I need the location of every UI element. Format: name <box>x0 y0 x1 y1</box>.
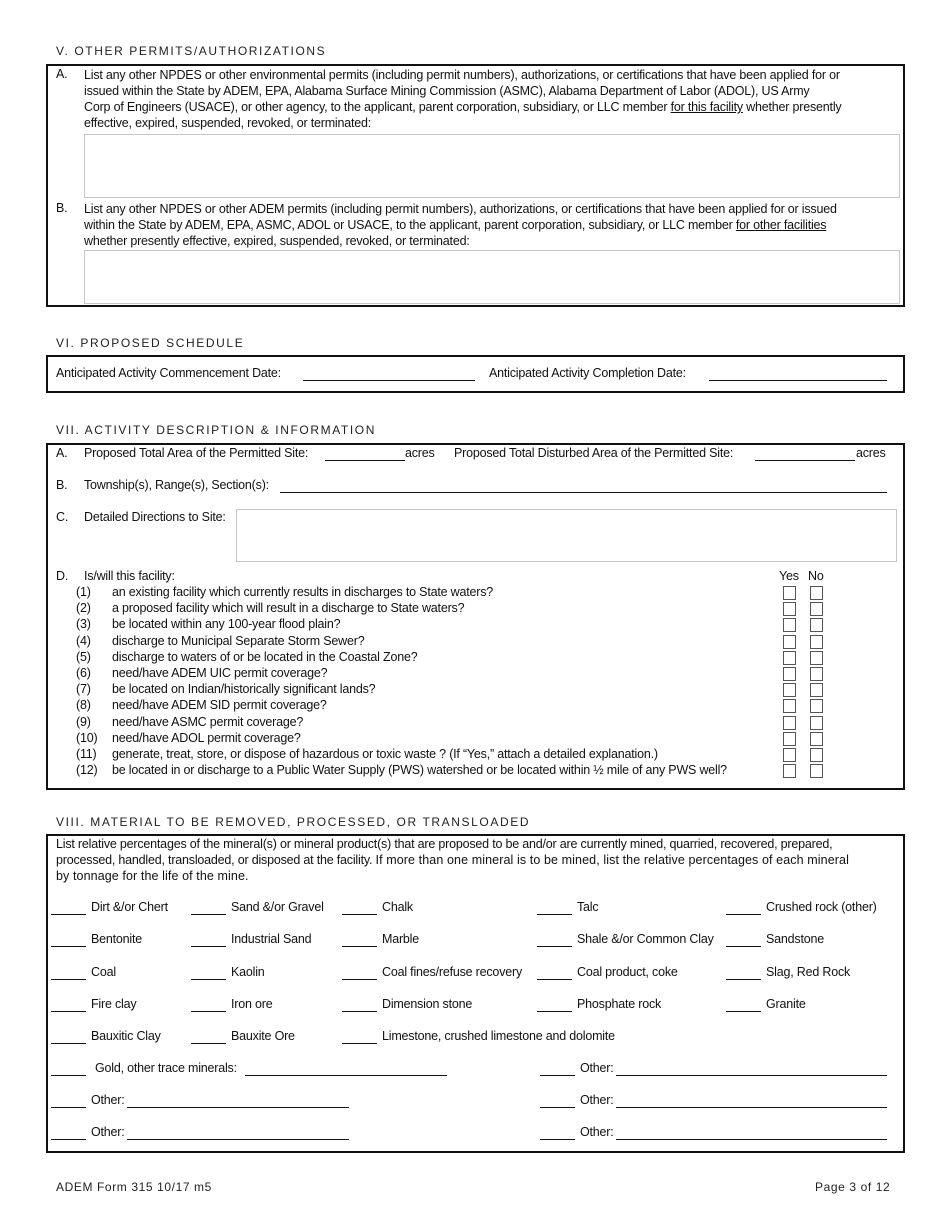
mineral-label: Limestone, crushed limestone and dolomite <box>382 1029 615 1044</box>
mineral-label: Industrial Sand <box>231 932 312 947</box>
acres-unit: acres <box>856 446 886 460</box>
mineral-percent-field[interactable] <box>537 979 572 980</box>
item-a-letter: A. <box>56 446 68 460</box>
question-number: (4) <box>76 633 91 648</box>
mineral-label: Kaolin <box>231 964 265 979</box>
other-percent-field[interactable] <box>51 1107 86 1108</box>
mineral-percent-field[interactable] <box>726 946 761 947</box>
mineral-label: Crushed rock (other) <box>766 900 877 914</box>
item-b-letter: B. <box>56 201 68 215</box>
item-a-text <box>84 67 841 131</box>
question-text: generate, treat, store, or dispose of hazardous or toxic waste ? (If “Yes,” attach a detailed explanation.) <box>112 747 658 761</box>
mineral-percent-field[interactable] <box>342 946 377 947</box>
mineral-percent-field[interactable] <box>51 914 86 915</box>
gold-label: Gold, other trace minerals: <box>95 1061 237 1075</box>
no-checkbox[interactable] <box>810 651 823 665</box>
other-permits-this-facility-field[interactable] <box>84 134 900 198</box>
mineral-label: Dirt &/or Chert <box>91 900 168 914</box>
intro-line: by tonnage for the life of the mine. <box>56 869 249 883</box>
no-checkbox[interactable] <box>810 764 823 778</box>
item-a-letter: A. <box>56 67 68 81</box>
question-number: (7) <box>76 682 91 697</box>
no-column-header: No <box>808 569 824 583</box>
yes-checkbox[interactable] <box>783 732 796 746</box>
gold-description-field[interactable] <box>245 1075 447 1076</box>
yes-checkbox[interactable] <box>783 667 796 681</box>
question-number: (8) <box>76 698 91 713</box>
item-a-line: effective, expired, suspended, revoked, or terminated: <box>84 116 372 130</box>
yes-checkbox[interactable] <box>783 651 796 665</box>
mineral-percent-field[interactable] <box>537 946 572 947</box>
question-number: (9) <box>76 714 91 729</box>
other-label: Other: <box>580 1093 614 1107</box>
item-a-line: issued within the State by ADEM, EPA, Alabama Surface Mining Commission (ASMC), Alabama Department of Labor (ADOL), US Army <box>84 84 810 98</box>
no-checkbox[interactable] <box>810 602 823 616</box>
section-viii-title: VIII. MATERIAL TO BE REMOVED, PROCESSED, OR TRANSLOADED <box>56 815 531 829</box>
question-text: be located on Indian/historically significant lands? <box>112 682 376 697</box>
underlined-this-facility: for this facility <box>670 100 743 114</box>
mineral-percent-field[interactable] <box>342 979 377 980</box>
item-a-line: List any other NPDES or other environmental permits (including permit numbers), authorizations, or certifications that have been applied for or <box>84 68 840 82</box>
mineral-label: Coal <box>91 964 116 979</box>
item-b-line: within the State by ADEM, EPA, ASMC, ADOL or USACE, to the applicant, parent corporation, subsidiary, or LLC member for other facilities <box>84 218 827 232</box>
disturbed-area-label: Proposed Total Disturbed Area of the Permitted Site: <box>454 446 734 460</box>
yes-checkbox[interactable] <box>783 748 796 762</box>
materials-intro <box>56 836 849 884</box>
mineral-label: Coal fines/refuse recovery <box>382 964 523 979</box>
total-area-field[interactable] <box>325 460 405 461</box>
question-number: (10) <box>76 730 98 745</box>
other-label: Other: <box>580 1061 614 1075</box>
mineral-percent-field[interactable] <box>537 1011 572 1012</box>
section-vii-title: VII. ACTIVITY DESCRIPTION & INFORMATION <box>56 423 376 437</box>
other-description-field[interactable] <box>616 1075 887 1076</box>
township-field[interactable] <box>280 492 887 493</box>
mineral-percent-field[interactable] <box>191 1043 226 1044</box>
mineral-label: Bauxite Ore <box>231 1029 295 1044</box>
question-number: (12) <box>76 763 98 778</box>
acres-unit: acres <box>405 446 435 460</box>
other-description-field[interactable] <box>127 1107 349 1108</box>
yes-checkbox[interactable] <box>783 764 796 778</box>
other-percent-field[interactable] <box>51 1139 86 1140</box>
mineral-label: Bauxitic Clay <box>91 1029 161 1044</box>
no-checkbox[interactable] <box>810 667 823 681</box>
mineral-percent-field[interactable] <box>342 914 377 915</box>
mineral-label: Dimension stone <box>382 996 473 1011</box>
no-checkbox[interactable] <box>810 586 823 600</box>
commencement-date-field[interactable] <box>303 380 475 381</box>
other-description-field[interactable] <box>127 1139 349 1140</box>
other-percent-field[interactable] <box>540 1075 575 1076</box>
item-b-line: List any other NPDES or other ADEM permits (including permit numbers), authorizations, or certifications that have been applied for or issued <box>84 202 837 216</box>
completion-date-label: Anticipated Activity Completion Date: <box>489 366 686 380</box>
question-text: need/have ADEM UIC permit coverage? <box>112 666 328 680</box>
mineral-percent-field[interactable] <box>191 979 226 980</box>
item-b-letter: B. <box>56 478 68 492</box>
yes-checkbox[interactable] <box>783 716 796 730</box>
total-area-label: Proposed Total Area of the Permitted Site: <box>84 446 309 460</box>
disturbed-area-field[interactable] <box>755 460 855 461</box>
facility-question-label: Is/will this facility: <box>84 569 175 583</box>
no-checkbox[interactable] <box>810 748 823 762</box>
question-text: a proposed facility which will result in a discharge to State waters? <box>112 601 465 616</box>
question-number: (2) <box>76 601 91 616</box>
mineral-percent-field[interactable] <box>51 1011 86 1012</box>
mineral-label: Iron ore <box>231 996 273 1011</box>
question-number: (11) <box>76 747 97 761</box>
mineral-label: Bentonite <box>91 932 143 947</box>
item-c-letter: C. <box>56 510 69 524</box>
other-label: Other: <box>91 1093 125 1107</box>
mineral-label: Granite <box>766 996 806 1011</box>
mineral-percent-field[interactable] <box>191 946 226 947</box>
page-number: Page 3 of 12 <box>815 1180 891 1194</box>
question-text: discharge to Municipal Separate Storm Sewer? <box>112 633 365 648</box>
mineral-label: Phosphate rock <box>577 996 662 1011</box>
directions-field[interactable] <box>236 509 897 562</box>
mineral-percent-field[interactable] <box>726 914 761 915</box>
form-identifier: ADEM Form 315 10/17 m5 <box>56 1180 212 1194</box>
mineral-label: Shale &/or Common Clay <box>577 932 714 947</box>
question-text: need/have ADEM SID permit coverage? <box>112 698 327 713</box>
completion-date-field[interactable] <box>709 380 887 381</box>
mineral-percent-field[interactable] <box>726 979 761 980</box>
yes-checkbox[interactable] <box>783 618 796 632</box>
item-b-text <box>84 201 837 249</box>
mineral-label: Coal product, coke <box>577 964 678 979</box>
mineral-label: Talc <box>577 900 599 914</box>
no-checkbox[interactable] <box>810 732 823 746</box>
intro-line: processed, handled, transloaded, or disposed at the facility. If more than one mineral is to be mined, list the relative percentages of each mineral <box>56 853 849 867</box>
yes-column-header: Yes <box>779 569 799 583</box>
no-checkbox[interactable] <box>810 683 823 697</box>
mineral-percent-field[interactable] <box>342 1043 377 1044</box>
question-text: need/have ADOL permit coverage? <box>112 730 301 745</box>
mineral-label: Slag, Red Rock <box>766 964 851 979</box>
mineral-percent-field[interactable] <box>191 1011 226 1012</box>
township-label: Township(s), Range(s), Section(s): <box>84 478 269 492</box>
underlined-other-facilities: for other facilities <box>735 218 827 232</box>
yes-checkbox[interactable] <box>783 586 796 600</box>
mineral-percent-field[interactable] <box>51 1043 86 1044</box>
other-label: Other: <box>580 1125 614 1139</box>
question-text: an existing facility which currently results in discharges to State waters? <box>112 585 494 599</box>
item-b-line: whether presently effective, expired, suspended, revoked, or terminated: <box>84 234 470 248</box>
other-description-field[interactable] <box>616 1139 887 1140</box>
no-checkbox[interactable] <box>810 699 823 713</box>
yes-checkbox[interactable] <box>783 699 796 713</box>
yes-checkbox[interactable] <box>783 602 796 616</box>
mineral-label: Marble <box>382 932 420 947</box>
other-description-field[interactable] <box>616 1107 887 1108</box>
no-checkbox[interactable] <box>810 618 823 632</box>
other-percent-field[interactable] <box>540 1139 575 1140</box>
question-number: (6) <box>76 666 91 680</box>
mineral-label: Sand &/or Gravel <box>231 900 324 914</box>
mineral-percent-field[interactable] <box>726 1011 761 1012</box>
item-a-line: Corp of Engineers (USACE), or other agency, to the applicant, parent corporation, subsidiary, or LLC member for this facility whether presently <box>84 100 842 114</box>
question-number: (5) <box>76 649 91 664</box>
other-permits-other-facilities-field[interactable] <box>84 250 900 304</box>
directions-label: Detailed Directions to Site: <box>84 510 226 524</box>
mineral-percent-field[interactable] <box>191 914 226 915</box>
mineral-label: Sandstone <box>766 932 824 947</box>
intro-line: List relative percentages of the mineral(s) or mineral product(s) that are proposed to be and/or are currently mined, quarried, recovered, prepared, <box>56 837 833 851</box>
mineral-percent-field[interactable] <box>342 1011 377 1012</box>
mineral-percent-field[interactable] <box>51 979 86 980</box>
yes-checkbox[interactable] <box>783 635 796 649</box>
yes-checkbox[interactable] <box>783 683 796 697</box>
question-number: (3) <box>76 617 91 632</box>
other-percent-field[interactable] <box>540 1107 575 1108</box>
no-checkbox[interactable] <box>810 635 823 649</box>
question-text: be located in or discharge to a Public Water Supply (PWS) watershed or be located within ½ mile of any PWS well? <box>112 763 727 778</box>
gold-percent-field[interactable] <box>51 1075 86 1076</box>
question-number: (1) <box>76 585 91 599</box>
other-label: Other: <box>91 1125 125 1139</box>
section-v-title: V. OTHER PERMITS/AUTHORIZATIONS <box>56 44 327 58</box>
question-text: need/have ASMC permit coverage? <box>112 714 304 729</box>
mineral-label: Chalk <box>382 900 413 914</box>
mineral-percent-field[interactable] <box>537 914 572 915</box>
question-text: discharge to waters of or be located in the Coastal Zone? <box>112 649 418 664</box>
commencement-date-label: Anticipated Activity Commencement Date: <box>56 366 281 380</box>
mineral-percent-field[interactable] <box>51 946 86 947</box>
item-d-letter: D. <box>56 569 69 583</box>
no-checkbox[interactable] <box>810 716 823 730</box>
question-text: be located within any 100-year flood plain? <box>112 617 341 632</box>
mineral-label: Fire clay <box>91 996 137 1011</box>
section-vi-title: VI. PROPOSED SCHEDULE <box>56 336 245 350</box>
